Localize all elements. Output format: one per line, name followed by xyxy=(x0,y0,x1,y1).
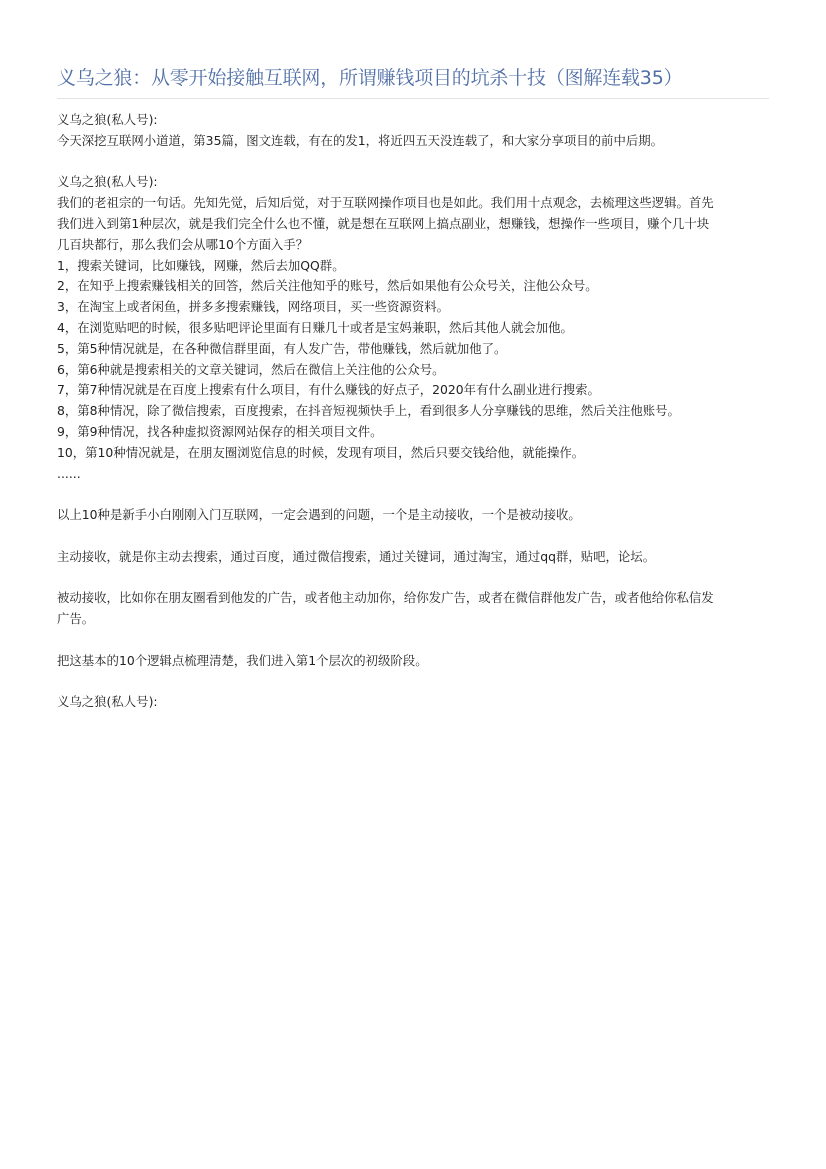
text-line: 9，第9种情况，找各种虚拟资源网站保存的相关项目文件。 xyxy=(57,423,383,439)
paragraph-gap xyxy=(57,484,769,505)
paragraph-gap xyxy=(57,526,769,547)
text-line: 义乌之狼(私人号): xyxy=(57,174,158,190)
text-line: 我们进入到第1种层次，就是我们完全什么也不懂，就是想在互联网上搞点副业，想赚钱，想操作一些项目，赚个几十块 xyxy=(57,215,710,231)
paragraph-gap xyxy=(57,568,769,589)
text-line: 把这基本的10个逻辑点梳理清楚，我们进入第1个层次的初级阶段。 xyxy=(57,652,428,668)
text-line: 几百块都行，那么我们会从哪10个方面入手？ xyxy=(57,236,309,252)
title-divider xyxy=(57,98,769,99)
text-line: 8，第8种情况，除了微信搜索，百度搜索，在抖音短视频快手上，看到很多人分享赚钱的思维，然后关注他账号。 xyxy=(57,403,680,419)
text-line: 3，在淘宝上或者闲鱼，拼多多搜索赚钱，网络项目，买一些资源资料。 xyxy=(57,299,449,315)
text-line: 广告。 xyxy=(57,611,95,627)
paragraph-gap xyxy=(57,152,769,173)
text-line: 今天深挖互联网小道道，第35篇，图文连载，有在的发1，将近四五天没连载了，和大家分享项目的前中后期。 xyxy=(57,132,664,148)
article-body xyxy=(57,110,769,713)
text-line: 义乌之狼(私人号): xyxy=(57,694,158,710)
text-line: 以上10种是新手小白刚刚入门互联网，一定会遇到的问题，一个是主动接收，一个是被动接收。 xyxy=(57,507,581,523)
text-line: 4，在浏览贴吧的时候，很多贴吧评论里面有日赚几十或者是宝妈兼职，然后其他人就会加他。 xyxy=(57,319,573,335)
text-line: 主动接收，就是你主动去搜索，通过百度，通过微信搜索，通过关键词，通过淘宝，通过qq群，贴吧，论坛。 xyxy=(57,548,656,564)
text-line: 被动接收，比如你在朋友圈看到他发的广告，或者他主动加你，给你发广告，或者在微信群他发广告，或者他给你私信发 xyxy=(57,590,714,606)
text-line: 2，在知乎上搜索赚钱相关的回答，然后关注他知乎的账号，然后如果他有公众号关，注他公众号。 xyxy=(57,278,598,294)
text-line: 5，第5种情况就是，在各种微信群里面，有人发广告，带他赚钱，然后就加他了。 xyxy=(57,340,507,356)
article-title: 义乌之狼：从零开始接触互联网，所谓赚钱项目的坑杀十技（图解连载35） xyxy=(57,67,683,89)
paragraph-gap xyxy=(57,630,769,651)
text-line: 我们的老祖宗的一句话。先知先觉，后知后觉，对于互联网操作项目也是如此。我们用十点观念，去梳理这些逻辑。首先 xyxy=(57,195,714,211)
text-line: ...... xyxy=(57,465,81,481)
text-line: 10，第10种情况就是，在朋友圈浏览信息的时候，发现有项目，然后只要交钱给他，就能操作。 xyxy=(57,444,585,460)
text-line: 1，搜索关键词，比如赚钱，网赚，然后去加QQ群。 xyxy=(57,257,345,273)
text-line: 7，第7种情况就是在百度上搜索有什么项目，有什么赚钱的好点子，2020年有什么副业进行搜索。 xyxy=(57,382,600,398)
text-line: 6，第6种就是搜索相关的文章关键词，然后在微信上关注他的公众号。 xyxy=(57,361,445,377)
paragraph-gap xyxy=(57,672,769,693)
text-line: 义乌之狼(私人号): xyxy=(57,112,158,127)
